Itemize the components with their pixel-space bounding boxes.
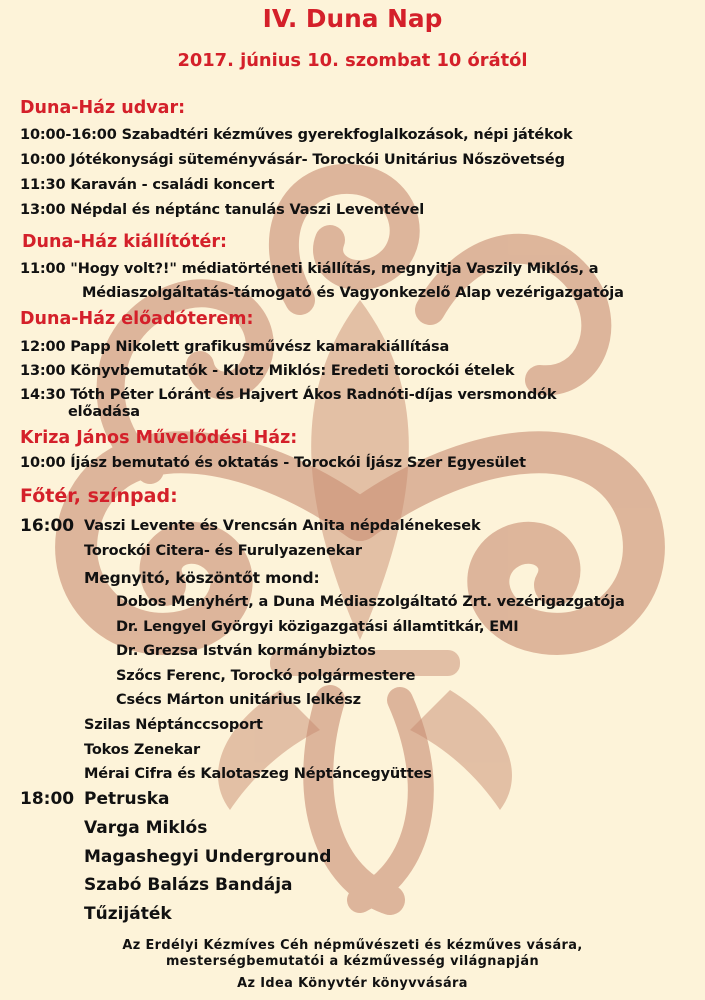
section-heading-kiallitoter: Duna-Ház kiállítótér:: [22, 232, 227, 252]
speaker-item: Dr. Lengyel Györgyi közigazgatási államtitkár, EMI: [116, 619, 519, 635]
section-heading-kriza: Kriza János Művelődési Ház:: [20, 428, 298, 448]
program-item: 10:00 Íjász bemutató és oktatás - Torockói Íjász Szer Egyesület: [20, 455, 526, 471]
speaker-item: Dr. Grezsa István kormánybiztos: [116, 643, 376, 659]
program-item-continuation: Médiaszolgáltatás-támogató és Vagyonkezelő Alap vezérigazgatója: [82, 285, 624, 301]
evening-item: Petruska: [84, 789, 170, 809]
footer-line: Az Idea Könyvtér könyvvására: [237, 976, 468, 991]
section-heading-udvar: Duna-Ház udvar:: [20, 98, 186, 118]
program-item: 11:00 "Hogy volt?!" médiatörténeti kiállítás, megnyitja Vaszily Miklós, a: [20, 261, 599, 277]
program-item: Tokos Zenekar: [84, 742, 200, 758]
speaker-item: Csécs Márton unitárius lelkész: [116, 692, 361, 708]
evening-item: Varga Miklós: [84, 818, 208, 838]
evening-item: Szabó Balázs Bandája: [84, 875, 293, 895]
program-item: 10:00-16:00 Szabadtéri kézműves gyerekfoglalkozások, népi játékok: [20, 127, 573, 143]
program-item: 12:00 Papp Nikolett grafikusművész kamarakiállítása: [20, 339, 450, 355]
program-item: Szilas Néptánccsoport: [84, 717, 263, 733]
page-title: IV. Duna Nap: [262, 4, 443, 33]
program-item: Torockói Citera- és Furulyazenekar: [84, 543, 362, 559]
opening-label: Megnyitó, köszöntőt mond:: [84, 569, 320, 587]
program-item: 13:00 Népdal és néptánc tanulás Vaszi Leventével: [20, 202, 425, 218]
program-item: 10:00 Jótékonysági süteményvásár- Torockói Unitárius Nőszövetség: [20, 152, 565, 168]
section-heading-foter: Főtér, színpad:: [20, 485, 178, 507]
evening-item: Magashegyi Underground: [84, 847, 332, 867]
event-date: 2017. június 10. szombat 10 órától: [177, 50, 528, 71]
program-item: 11:30 Karaván - családi koncert: [20, 177, 275, 193]
evening-item: Tűzijáték: [84, 904, 172, 924]
time-label: 18:00: [20, 789, 75, 809]
program-item: Vaszi Levente és Vrencsán Anita népdalénekesek: [84, 518, 481, 534]
section-heading-eloadoterem: Duna-Ház előadóterem:: [20, 309, 254, 329]
time-label: 16:00: [20, 516, 75, 536]
footer-line: Az Erdélyi Kézmíves Céh népművészeti és kézműves vására,: [122, 938, 583, 953]
footer-line: mesterségbemutatói a kézművesség világnapján: [165, 954, 540, 969]
speaker-item: Szőcs Ferenc, Torockó polgármestere: [116, 668, 416, 684]
program-item: 14:30 Tóth Péter Lóránt és Hajvert Ákos Radnóti-díjas versmondók: [20, 387, 557, 403]
program-item: 13:00 Könyvbemutatók - Klotz Miklós: Eredeti torockói ételek: [20, 363, 515, 379]
program-item-continuation: előadása: [68, 404, 140, 420]
speaker-item: Dobos Menyhért, a Duna Médiaszolgáltató Zrt. vezérigazgatója: [116, 594, 625, 610]
program-item: Mérai Cifra és Kalotaszeg Néptáncegyüttes: [84, 766, 432, 782]
